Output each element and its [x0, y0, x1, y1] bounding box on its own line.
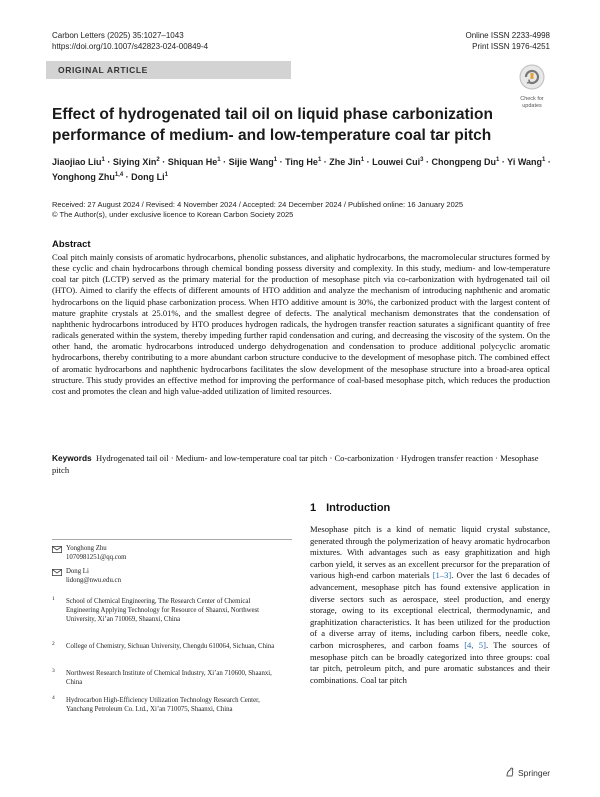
contact-2: [52, 567, 282, 585]
author-affiliation-marker: 1: [217, 157, 221, 163]
keywords-text: Hydrogenated tail oil · Medium- and low-temperature coal tar pitch · Co-carbonization · Hydrogen transfer reaction · Mesophase pitch: [52, 453, 539, 475]
affiliation-2: [52, 642, 282, 651]
title-line-1: Effect of hydrogenated tail oil on liquid phase carbonization: [52, 106, 493, 123]
springer-horse-icon: [505, 767, 515, 777]
author-name: Yonghong Zhu: [52, 172, 115, 182]
author-name: Jiaojiao Liu: [52, 157, 102, 167]
author[interactable]: [507, 157, 545, 167]
keywords-label: Keywords: [52, 453, 92, 463]
abstract-text: Coal pitch mainly consists of aromatic hydrocarbons, phenolic substances, and aliphatic hydrocarbons, the macromolecular structures formed by these cyclic and chain hydrocarbons through chemical bonding possess diversity and complexity. In this study, medium- and low-temperature coal tar pitch (LCTP) served as the primary material for the production of mesophase pitch via co-carbonization with hydrogenated tail oil (HTO). Aimed to clarify the effects of different amounts of HTO addition and analyze the mechanism of introducing naphthenic and aromatic hydrocarbons on the liquid phase carbonization process. When HTO additive amount is 30%, the carbonized product with the largest content of mature graphite crystals at 25.01%, and the smallest degree of defects. The analytical mechanism demonstrates that the condensation of naphthenic hydrocarbons introduced by HTO produces hydrogen radicals, the hydrogen transfer reaction saturates a significant quantity of free radicals generated within the system, thereby impeding further rapid condensation and curing, and decreasing the viscosity of the system. On the other hand, the aromatic hydrocarbons introduced undergo dehydrogenation and condensation to produce additional polycyclic aromatic hydrocarbons, thereby contributing to a more abundant carbon structure conducive to the development of mesophase pitch. The combined effect of aromatic hydrocarbons and naphthenic hydrocarbons facilitates the slow development of the mesophase structure into a broad-area optical structure. This study provides an effective method for improving the performance of coal-based mesophase pitch, which reduces the production cost and promotes the clean and high value-added utilization of limited resources.: [52, 252, 550, 396]
contact-name: Dong Li: [66, 568, 89, 575]
footnote-divider: [52, 539, 292, 540]
section-title: Introduction: [326, 502, 391, 514]
author-affiliation-marker: 1: [273, 157, 278, 163]
author[interactable]: [285, 157, 321, 167]
affiliation-number: 4: [52, 695, 55, 701]
title-line-2: performance of medium- and low-temperature coal tar pitch: [52, 127, 492, 144]
author[interactable]: [431, 157, 499, 167]
author-affiliation-marker: 3: [420, 157, 424, 163]
author-affiliation-marker: 2: [156, 157, 160, 163]
author-name: Sijie Wang: [228, 157, 274, 167]
intro-text-3: . The sources of mesophase pitch can be broadly categorized into three groups: coal tar pitch, petroleum pitch, and pure aromatic substances and their combinations. Coal tar pitch: [310, 639, 551, 685]
contact-1: [52, 544, 282, 562]
author[interactable]: [229, 157, 278, 167]
affiliation-3: [52, 669, 282, 687]
author-affiliation-marker: 1: [495, 157, 500, 163]
intro-text-2: . Over the last 6 decades of advancement, mesophase pitch has found extensive application in diverse sectors such as aerospace, steel production, and energy storage, owing to its exceptional electrical, thermodynamic, and graphitization characteristics. It has been utilized for the production of a diverse array of items, including carbon fibers, needle coke, carbon microspheres, and carbon foams: [310, 570, 551, 650]
contact-email[interactable]: 1070981251@qq.com: [66, 554, 127, 562]
author[interactable]: [131, 172, 168, 182]
author-name: Louwei Cui: [372, 157, 421, 167]
journal-citation: Carbon Letters (2025) 35:1027–1043: [52, 31, 184, 40]
abstract-heading: Abstract: [52, 239, 91, 250]
badge-label-2: updates: [522, 103, 542, 109]
copyright-line: © The Author(s), under exclusive licence to Korean Carbon Society 2025: [52, 210, 294, 219]
envelope-icon: [52, 546, 62, 553]
author[interactable]: [52, 157, 105, 167]
envelope-icon: [52, 569, 62, 576]
author[interactable]: [113, 157, 160, 167]
author-affiliation-marker: 1,4: [114, 172, 124, 178]
citation-link[interactable]: [1–3]: [432, 570, 452, 581]
article-type: ORIGINAL ARTICLE: [58, 65, 148, 75]
contact-name: Yonghong Zhu: [66, 545, 107, 552]
article-title: [52, 104, 512, 146]
section-heading-introduction: [310, 502, 390, 514]
author-affiliation-marker: 1: [101, 157, 105, 163]
introduction-paragraph: [310, 524, 550, 686]
author-affiliation-marker: 1: [164, 172, 168, 178]
doi-link[interactable]: https://doi.org/10.1007/s42823-024-00849-4: [52, 42, 209, 51]
publication-history: [52, 200, 552, 220]
author-name: Yi Wang: [507, 157, 543, 167]
author-affiliation-marker: 1: [360, 157, 365, 163]
author[interactable]: [372, 157, 423, 167]
affiliation-text: Hydrocarbon High-Efficiency Utilization Technology Research Center, Yanchang Petroleum Co. Ltd., Xi’an 710075, Shaanxi, China: [66, 697, 260, 714]
author[interactable]: [168, 157, 221, 167]
publisher-name: Springer: [518, 768, 551, 778]
check-for-updates-icon: [519, 64, 545, 90]
affiliation-text: Northwest Research Institute of Chemical Industry, Xi’an 710600, Shaanxi, China: [66, 670, 272, 687]
affiliation-text: School of Chemical Engineering, The Research Center of Chemical Engineering Applying Technology for Resource of Shaanxi, Northwest University, Xi’an 710069, Shaanxi, China: [66, 598, 260, 624]
affiliation-1: [52, 597, 282, 624]
keywords: [52, 453, 550, 476]
affiliation-number: 2: [52, 641, 55, 647]
affiliation-text: College of Chemistry, Sichuan University, Chengdu 610064, Sichuan, China: [66, 643, 275, 650]
online-issn: Online ISSN 2233-4998: [465, 31, 550, 40]
author-name: Zhe Jin: [329, 157, 361, 167]
author[interactable]: [329, 157, 364, 167]
author-name: Siying Xin: [112, 157, 157, 167]
publisher-logo: [505, 767, 550, 778]
affiliation-number: 3: [52, 668, 55, 674]
check-for-updates-badge[interactable]: [515, 64, 549, 109]
contact-email[interactable]: lidong@nwu.edu.cn: [66, 577, 121, 585]
affiliation-4: [52, 696, 282, 714]
citation-link[interactable]: [4, 5]: [464, 639, 486, 650]
author-name: Chongpeng Du: [431, 157, 496, 167]
author[interactable]: [52, 172, 123, 182]
author-name: Shiquan He: [167, 157, 218, 167]
section-number: 1: [310, 502, 317, 514]
author-affiliation-marker: 1: [542, 157, 546, 163]
badge-label-1: Check for: [520, 96, 544, 102]
author-list: Jiaojiao Liu$^1$ · Siying Xin$^2$ · Shiquan $He^1$ · Sijie Wang$^1$ · Ting $He^1$ · Zhe Jin$^1$ · Louwei Cui$^3$ · Chongpeng $Du^1 \cdot Yi$ Wang$^1$ · Yonghong Zhu$^{1,4}$ · Dong Li$^1$: [52, 157, 551, 182]
author-affiliation-marker: 1: [317, 157, 322, 163]
affiliation-number: 1: [52, 596, 55, 602]
article-type-bar: [46, 61, 291, 79]
print-issn: Print ISSN 1976-4251: [472, 42, 550, 51]
dates-line: Received: 27 August 2024 / Revised: 4 November 2024 / Accepted: 24 December 2024 / Published online: 16 January 2025: [52, 200, 464, 209]
author-name: Dong Li: [131, 172, 165, 182]
intro-text-1: Mesophase pitch is a kind of nematic liquid crystal substance, generated through the polymerization of heavy aromatic hydrocarbon mixtures. With advantages such as easy graphitization and high carbon yield, it serves as an excellent precursor for the preparation of various high-end carbon materials: [310, 524, 550, 581]
author-name: Ting He: [285, 157, 318, 167]
